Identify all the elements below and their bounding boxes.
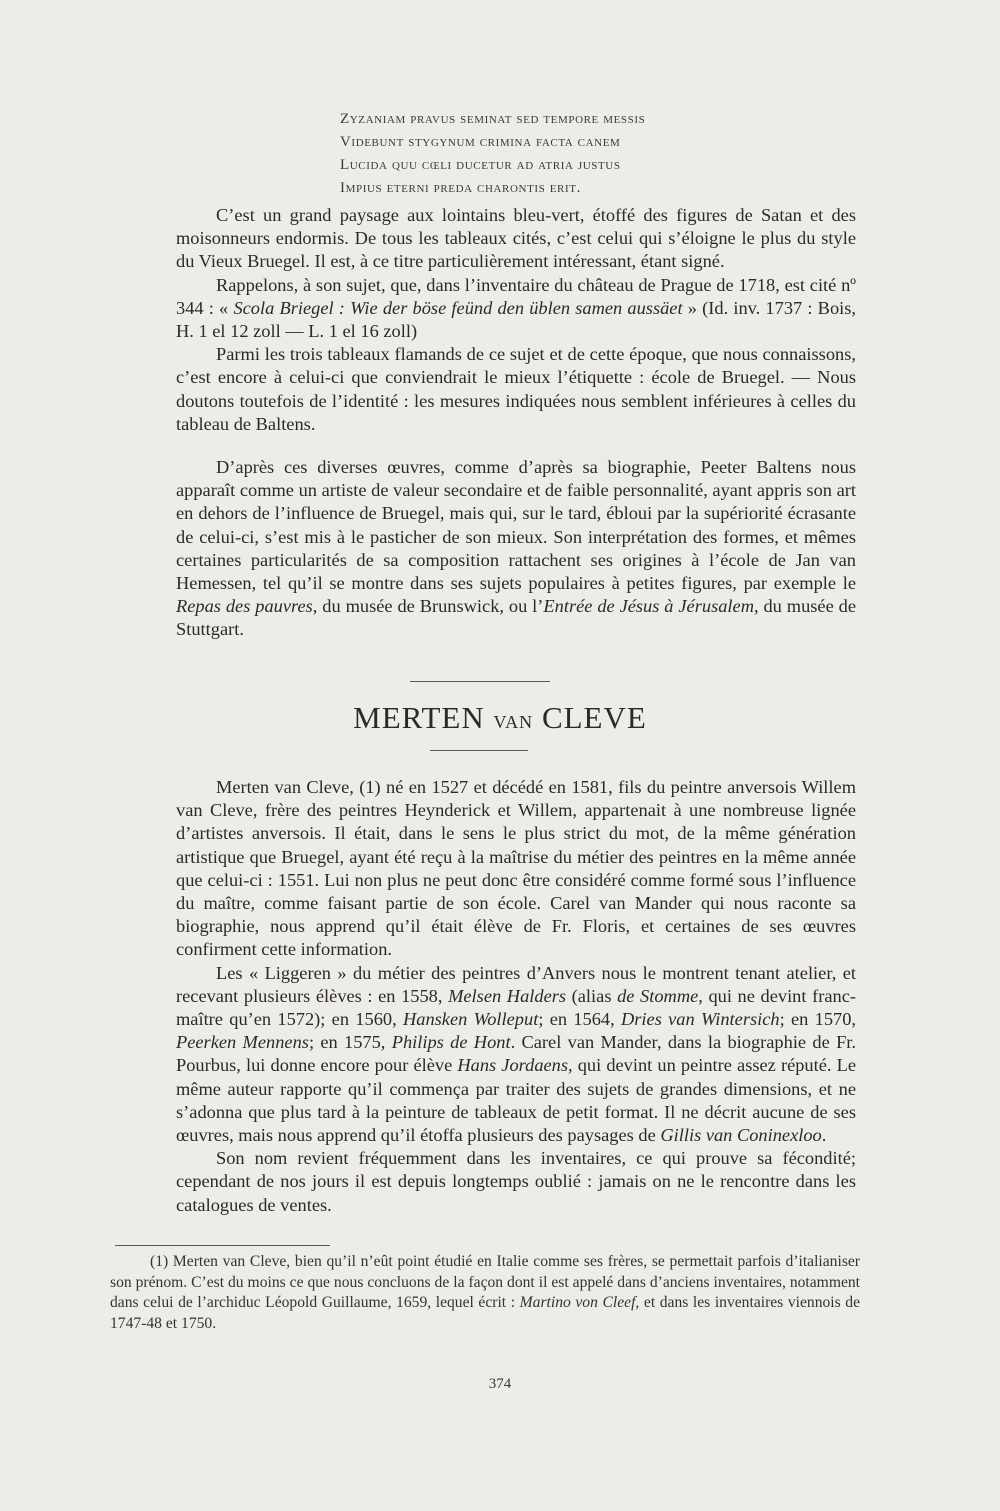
verse-line: Videbunt stygynum crimina facta canem bbox=[340, 134, 621, 150]
footnote bbox=[110, 1252, 860, 1334]
paragraph: Merten van Cleve, (1) né en 1527 et décédé en 1581, fils du peintre anversois Willem van Cleve, frère des peintres Heynderick et Willem, appartenait à une nombreuse lignée d’artistes anversois. Il était, dans le sens le plus strict du mot, de la même génération artistique que Bruegel, ayant été reçu à la maîtrise du métier des peintres en la même année que celui-ci : 1551. Lui non plus ne peut donc être considéré comme formé sous l’influence du maître, comme faisant partie de son école. Carel van Mander qui nous raconte sa biographie, nous apprend qu’il était élève de Fr. Floris, et certaines de ses œuvres confirment cette information. bbox=[176, 777, 856, 960]
footnote-text: (1) Merten van Cleve, bien qu’il n’eût point étudié en Italie comme ses frères, se permettait parfois d’italianiser son prénom. C’est du moins ce que nous concluons de la façon dont il est appelé dans d’anciens inventaires, notamment dans celui de l’archiduc Léopold Guillaume, 1659, lequel écrit : Martino von Cleef, et dans les inventaires viennois de 1747-48 et 1750. bbox=[110, 1253, 860, 1332]
divider-rule bbox=[410, 681, 550, 682]
verse-line: Impius eterni preda charontis erit. bbox=[340, 180, 581, 196]
verse-line: Lucida quu cœli ducetur ad atria justus bbox=[340, 157, 621, 173]
page-number: 374 bbox=[488, 1376, 512, 1392]
paragraph: Les « Liggeren » du métier des peintres d’Anvers nous le montrent tenant atelier, et recevant plusieurs élèves : en 1558, Melsen Halders (alias de Stomme, qui ne devint franc-maître qu’en 1572); en 1560, Hansken Wolleput; en 1564, Dries van Wintersich; en 1570, Peerken Mennens; en 1575, Philips de Hont. Carel van Mander, dans la biographie de Fr. Pourbus, lui donne encore pour élève Hans Jordaens, qui devint un peintre assez réputé. Le même auteur rapporte qu’il commença par traiter des sujets de grandes dimensions, et ne s’adonna que plus tard à la peinture de tableaux de petit format. Il ne décrit aucune de ses œuvres, mais nous apprend qu’il étoffa plusieurs des paysages de Gillis van Coninexloo. bbox=[176, 962, 857, 1146]
paragraph: Parmi les trois tableaux flamands de ce sujet et de cette époque, que nous connaissons, c’est encore à celui-ci que conviendrait le mieux l’étiquette : école de Bruegel. — Nous doutons toutefois de l’identité : les mesures indiquées nous semblent inférieures à celles du tableau de Baltens. bbox=[176, 344, 856, 434]
section-van-cleve bbox=[176, 776, 856, 1217]
paragraph: Son nom revient fréquemment dans les inventaires, ce qui prouve sa fécondité; cependant de nos jours il est depuis longtemps oublié : jamais on ne le rencontre dans les catalogues de ventes. bbox=[176, 1148, 856, 1215]
section-heading: MERTEN van CLEVE bbox=[353, 700, 647, 735]
latin-verse bbox=[340, 108, 645, 200]
paragraph: Rappelons, à son sujet, que, dans l’inventaire du château de Prague de 1718, est cité nº 344 : « Scola Briegel : Wie der böse feünd den üblen samen aussäet » (Id. inv. 1737 : Bois, H. 1 el 12 zoll — L. 1 el 16 zoll) bbox=[176, 274, 857, 342]
paragraph: C’est un grand paysage aux lointains bleu-vert, étoffé des figures de Satan et des moisonneurs endormis. De tous les tableaux cités, c’est celui qui s’éloigne le plus du style du Vieux Bruegel. Il est, à ce titre particulièrement intéressant, étant signé. bbox=[176, 205, 856, 272]
footnote-rule bbox=[115, 1245, 330, 1246]
divider-rule bbox=[430, 750, 528, 751]
paragraph: D’après ces diverses œuvres, comme d’après sa biographie, Peeter Baltens nous apparaît comme un artiste de valeur secondaire et de faible personnalité, ayant appris son art en dehors de l’influence de Bruegel, mais qui, sur le tard, ébloui par la supériorité écrasante de celui-ci, s’est mis à le pasticher de son mieux. Son interprétation des formes, et mêmes certaines particularités de sa composition rattachent ses origines à l’école de Jan van Hemessen, tel qu’il se montre dans ses sujets populaires à petites figures, par exemple le Repas des pauvres, du musée de Brunswick, ou l’Entrée de Jésus à Jérusalem, du musée de Stuttgart. bbox=[176, 457, 856, 640]
verse-line: Zyzaniam pravus seminat sed tempore messis bbox=[340, 111, 646, 127]
section-baltens bbox=[176, 204, 856, 642]
